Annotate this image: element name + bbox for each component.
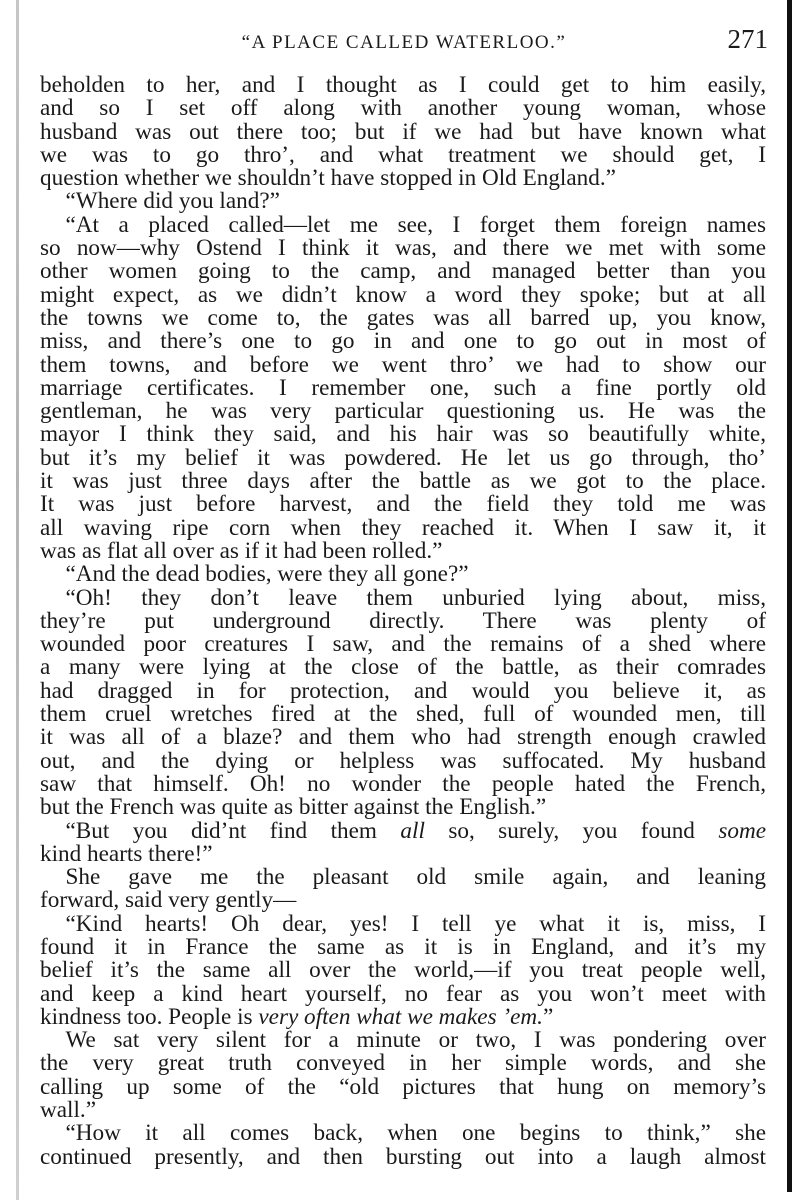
text-line: out, and the dying or helpless was suffocated. My husband <box>40 747 766 774</box>
text-line: other women going to the camp, and managed better than you <box>40 258 766 285</box>
text-line: was as flat all over as if it had been rolled.” <box>40 537 443 564</box>
text-line: calling up some of the “old pictures that hung on memory’s <box>40 1073 766 1100</box>
text-line: and keep a kind heart yourself, no fear as you won’t meet with <box>40 980 766 1007</box>
text-line <box>40 817 766 844</box>
text-line: “Kind hearts! Oh dear, yes! I tell ye what it is, miss, I <box>65 910 766 937</box>
text-line: mayor I think they said, and his hair was so beautifully white, <box>40 421 766 448</box>
left-margin-shadow <box>16 0 19 1200</box>
page-number: 271 <box>727 24 768 54</box>
text-line: they’re put underground directly. There was plenty of <box>40 607 766 634</box>
text-line: It was just before harvest, and the field they told me was <box>40 491 766 518</box>
text-line: so now—why Ostend I think it was, and there we met with some <box>40 235 766 262</box>
italic-text: all <box>400 817 425 844</box>
text-line: forward, said very gently— <box>40 887 297 914</box>
text-line: We sat very silent for a minute or two, I was pondering over <box>65 1027 766 1054</box>
text-line: it was all of a blaze? and them who had strength enough crawled <box>40 724 766 751</box>
text-line: but the French was quite as bitter against the English.” <box>40 794 547 821</box>
text-line: all waving ripe corn when they reached it. When I saw it, it <box>40 514 766 541</box>
text-line: belief it’s the same all over the world,—if you treat people well, <box>40 957 766 984</box>
text-line: a many were lying at the close of the battle, as their comrades <box>40 654 766 681</box>
running-head: “A PLACE CALLED WATERLOO.” <box>241 32 567 53</box>
text-line: continued presently, and then bursting out into a laugh almost <box>40 1143 766 1170</box>
text-line: beholden to her, and I thought as I could get to him easily, <box>40 72 766 98</box>
text-line: we was to go thro’, and what treatment we should get, I <box>40 141 766 168</box>
page-header <box>40 24 768 64</box>
text-segment: so, surely, you found <box>424 817 719 844</box>
text-line: it was just three days after the battle as we got to the place. <box>40 468 766 495</box>
text-line: them towns, and before we went thro’ we had to show our <box>40 351 766 378</box>
text-line: kind hearts there!” <box>40 840 213 867</box>
text-line: but it’s my belief it was powdered. He let us go through, tho’ <box>40 444 766 471</box>
text-line: marriage certificates. I remember one, such a fine portly old <box>40 374 766 401</box>
text-line: and so I set off along with another young woman, whose <box>40 95 766 122</box>
text-line: gentleman, he was very particular questioning us. He was the <box>40 398 766 425</box>
text-line: found it in France the same as it is in England, and it’s my <box>40 933 766 960</box>
text-line: had dragged in for protection, and would you believe it, as <box>40 677 766 704</box>
text-line: “Oh! they don’t leave them unburied lying about, miss, <box>65 584 766 611</box>
text-segment: “But you did’nt find them <box>65 817 401 844</box>
italic-text: very often what we makes ’em. <box>258 1003 543 1030</box>
text-line: “And the dead bodies, were they all gone?” <box>65 561 469 588</box>
text-line: the very great truth conveyed in her simple words, and she <box>40 1050 766 1077</box>
text-line: miss, and there’s one to go in and one to go out in most of <box>40 328 766 355</box>
right-edge-rule <box>787 0 792 1192</box>
text-line <box>40 1003 766 1030</box>
text-line: husband was out there too; but if we had but have known what <box>40 118 766 145</box>
text-line: “How it all comes back, when one begins to think,” she <box>65 1120 766 1147</box>
text-segment: ” <box>542 1003 554 1030</box>
text-line: She gave me the pleasant old smile again, and leaning <box>65 864 766 891</box>
text-line: them cruel wretches fired at the shed, full of wounded men, till <box>40 701 766 728</box>
text-line: saw that himself. Oh! no wonder the people hated the French, <box>40 770 766 797</box>
text-line: question whether we shouldn’t have stopped in Old England.” <box>40 165 616 192</box>
text-line: the towns we come to, the gates was all barred up, you know, <box>40 304 766 331</box>
body-text <box>40 74 766 1169</box>
text-line: “At a placed called—let me see, I forget them foreign names <box>65 211 766 238</box>
text-line: wounded poor creatures I saw, and the remains of a shed where <box>40 631 766 658</box>
italic-text: some <box>718 817 766 844</box>
text-segment: kindness too. People is <box>40 1003 259 1030</box>
text-line: wall.” <box>40 1097 97 1124</box>
text-line: might expect, as we didn’t know a word they spoke; but at all <box>40 281 766 308</box>
text-line: “Where did you land?” <box>65 188 280 215</box>
